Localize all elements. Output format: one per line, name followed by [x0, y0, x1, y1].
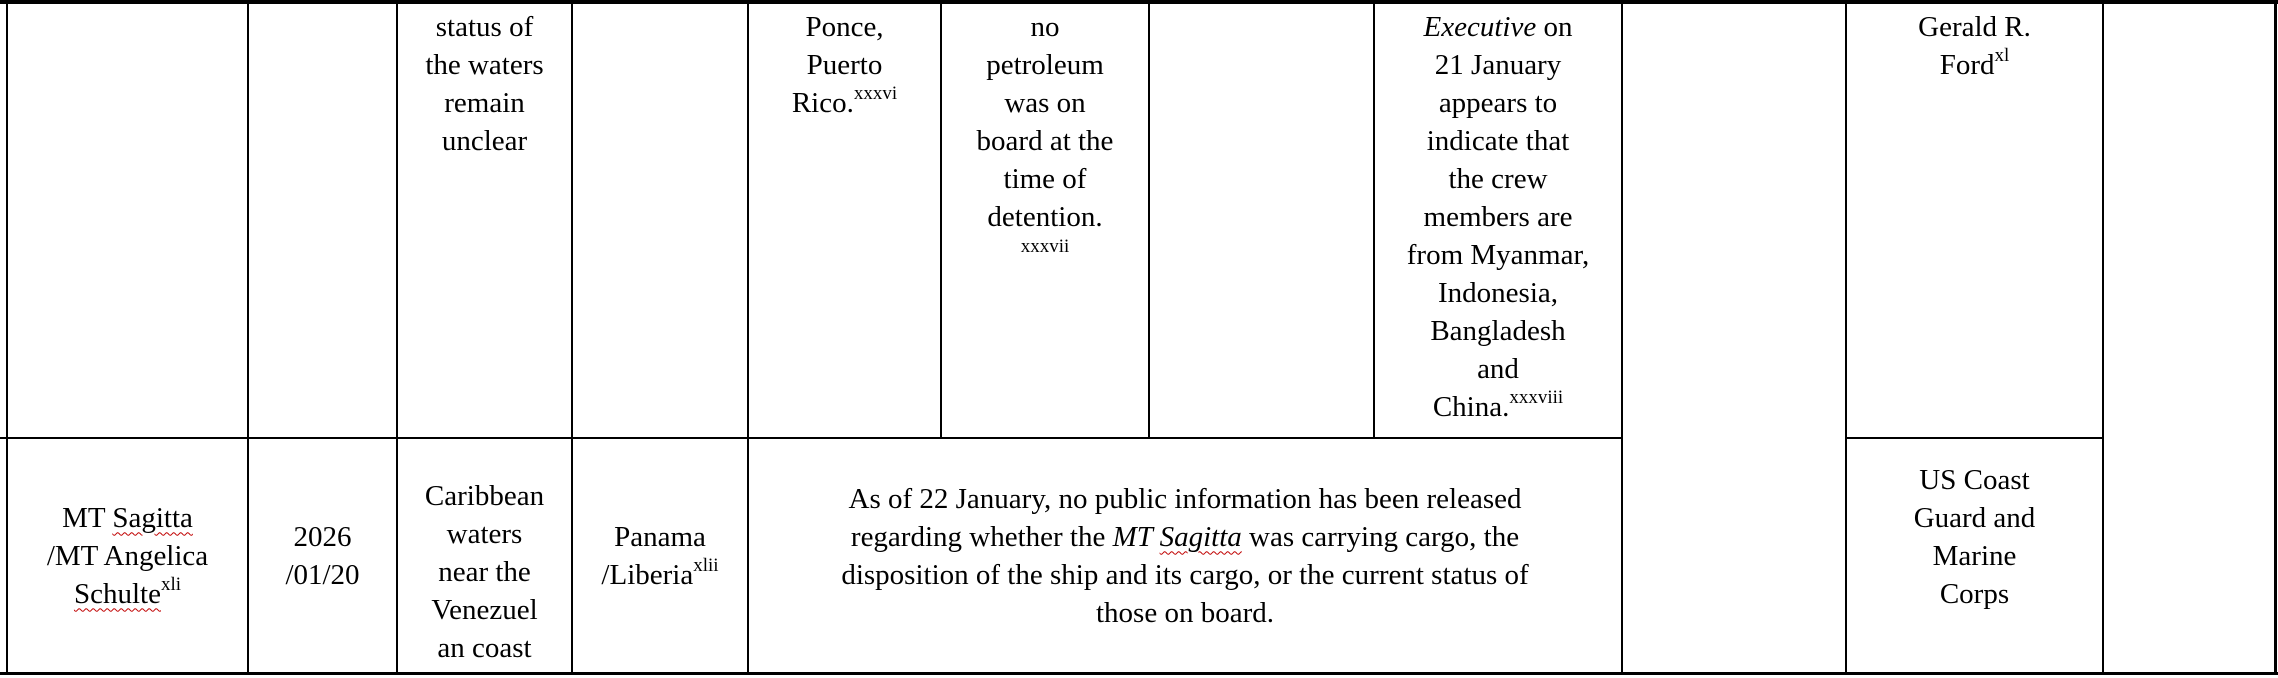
text-line: petroleum — [986, 49, 1104, 81]
text-line: detention. — [987, 201, 1103, 233]
italic-text: MT — [1112, 520, 1160, 553]
text-line: status of — [435, 11, 534, 43]
text-fragment: /Liberia — [601, 558, 694, 591]
text-fragment: was carrying cargo, the — [1241, 520, 1520, 553]
vessel-name: Schulte — [73, 577, 161, 610]
row1-waters-status-cell — [398, 8, 571, 160]
text-line: As of 22 January, no public information has been released — [848, 482, 1522, 515]
text-line — [792, 84, 897, 122]
text-line: the crew — [1448, 163, 1548, 195]
text-line — [1940, 46, 2010, 84]
text-line: Ponce, — [805, 11, 884, 43]
text-line: indicate that — [1426, 125, 1570, 157]
text-line: waters — [446, 518, 523, 550]
text-line: Caribbean — [424, 480, 545, 512]
text-line: near the — [438, 556, 531, 588]
text-line: US Coast — [1919, 463, 2030, 496]
text-line: Indonesia, — [1438, 277, 1558, 309]
text-line: Bangladesh — [1430, 315, 1566, 347]
row1-cargo-cell — [942, 8, 1148, 258]
row1-destination-cell — [749, 8, 940, 122]
text-fragment: on — [1536, 11, 1573, 43]
text-line: the waters — [425, 49, 544, 81]
text-line — [601, 556, 718, 594]
text-line: Panama — [614, 520, 706, 553]
row2-status-merged-cell — [749, 439, 1621, 672]
endnote-ref[interactable]: xxxvii — [1020, 236, 1070, 257]
table-border-bottom — [0, 672, 2278, 675]
endnote-ref[interactable]: xxxvi — [853, 83, 898, 105]
text-line: 21 January — [1434, 49, 1562, 81]
text-line: 2026 — [293, 520, 352, 553]
col-border-6 — [1148, 0, 1150, 439]
endnote-ref[interactable]: xl — [1994, 45, 2010, 67]
text-line: and — [1477, 353, 1519, 385]
text-line: those on board. — [1096, 596, 1274, 629]
text-line: unclear — [441, 125, 528, 157]
vessel-name: Sagitta — [112, 501, 193, 534]
text-line: was on — [1004, 87, 1086, 119]
text-line: remain — [444, 87, 525, 119]
text-line: time of — [1003, 163, 1087, 195]
text-line — [62, 499, 193, 537]
col-border-10 — [2102, 0, 2104, 675]
text-line: no — [1030, 11, 1060, 43]
text-line — [1424, 8, 1573, 46]
row2-date-cell — [249, 439, 396, 672]
text-line: disposition of the ship and its cargo, or the current status of — [841, 558, 1529, 591]
endnote-ref[interactable]: xxxviii — [1509, 387, 1564, 409]
text-line: Venezuel — [431, 594, 538, 626]
text-fragment: China. — [1432, 391, 1510, 423]
italic-text: Executive — [1423, 11, 1537, 43]
text-fragment: MT — [62, 501, 113, 534]
text-line: /MT Angelica — [46, 539, 209, 572]
text-line: appears to — [1438, 87, 1558, 119]
text-line — [1433, 388, 1563, 426]
text-fragment: Ford — [1939, 49, 1995, 81]
endnote-ref[interactable]: xli — [160, 573, 182, 595]
table-border-top — [0, 0, 2278, 4]
text-line — [851, 518, 1519, 556]
col-border-8 — [1621, 0, 1623, 675]
text-line: Marine — [1932, 539, 2017, 572]
row1-actor-cell — [1847, 8, 2102, 84]
text-line: from Myanmar, — [1406, 239, 1590, 271]
text-line: an coast — [437, 632, 532, 664]
text-line — [74, 575, 181, 613]
text-line: members are — [1423, 201, 1573, 233]
row2-vessel-cell — [8, 439, 247, 672]
text-line: Corps — [1939, 577, 2010, 610]
text-line: Gerald R. — [1918, 11, 2031, 43]
vessel-name: Sagitta — [1159, 520, 1242, 553]
row1-crew-cell — [1375, 8, 1621, 426]
text-line: Puerto — [806, 49, 883, 81]
text-fragment: regarding whether the — [850, 520, 1113, 553]
col-border-11 — [2274, 0, 2277, 675]
endnote-ref[interactable]: xlii — [693, 554, 719, 576]
text-line: board at the — [976, 125, 1114, 157]
text-line: /01/20 — [285, 558, 360, 591]
row2-location-cell — [398, 477, 571, 667]
text-fragment: Rico. — [791, 87, 854, 119]
row2-actor-cell — [1847, 439, 2102, 634]
text-line: Guard and — [1913, 501, 2036, 534]
row2-flag-cell — [573, 439, 747, 672]
